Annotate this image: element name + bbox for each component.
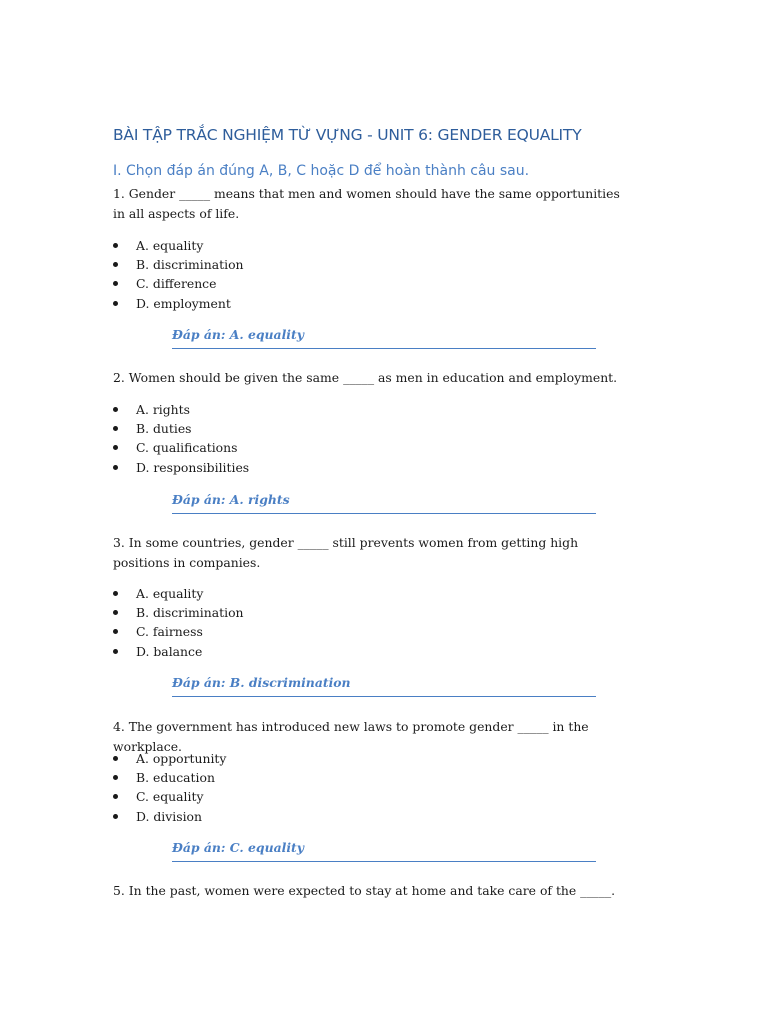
bullet-icon — [113, 629, 118, 634]
bullet-icon — [113, 445, 118, 450]
document-title: BÀI TẬP TRẮC NGHIỆM TỪ VỰNG - UNIT 6: GENDER EQUALITY — [113, 126, 582, 144]
option-1b: B. discrimination — [113, 255, 244, 274]
option-1c: C. difference — [113, 274, 244, 293]
option-4d: D. division — [113, 807, 226, 826]
bullet-icon — [113, 649, 118, 654]
answer-4: Đáp án: C. equality — [172, 839, 596, 862]
option-2b: B. duties — [113, 419, 249, 438]
question-2: 2. Women should be given the same _____ as men in education and employment. — [113, 370, 618, 385]
bullet-icon — [113, 262, 118, 267]
option-3b: B. discrimination — [113, 603, 244, 622]
answer-3: Đáp án: B. discrimination — [172, 674, 596, 697]
option-3a: A. equality — [113, 584, 244, 603]
option-3c: C. fairness — [113, 622, 244, 641]
question-5: 5. In the past, women were expected to stay at home and take care of the _____. — [113, 883, 616, 898]
options-list-2 — [113, 400, 249, 477]
bullet-icon — [113, 243, 118, 248]
question-1: 1. Gender _____ means that men and women should have the same opportunities in all aspects of life. — [113, 186, 620, 221]
bullet-icon — [113, 591, 118, 596]
answer-2: Đáp án: A. rights — [172, 491, 596, 514]
bullet-icon — [113, 281, 118, 286]
option-1d: D. employment — [113, 294, 244, 313]
bullet-icon — [113, 814, 118, 819]
section-heading: I. Chọn đáp án đúng A, B, C hoặc D để hoàn thành câu sau. — [113, 163, 530, 179]
option-3d: D. balance — [113, 642, 244, 661]
option-4a: A. opportunity — [113, 749, 226, 768]
bullet-icon — [113, 610, 118, 615]
option-4c: C. equality — [113, 787, 226, 806]
option-1a: A. equality — [113, 236, 244, 255]
answer-1: Đáp án: A. equality — [172, 326, 596, 349]
bullet-icon — [113, 794, 118, 799]
bullet-icon — [113, 426, 118, 431]
option-2a: A. rights — [113, 400, 249, 419]
options-list-4 — [113, 749, 226, 826]
option-4b: B. education — [113, 768, 226, 787]
bullet-icon — [113, 756, 118, 761]
option-2c: C. qualifications — [113, 438, 249, 457]
options-list-3 — [113, 584, 244, 661]
option-2d: D. responsibilities — [113, 458, 249, 477]
bullet-icon — [113, 407, 118, 412]
options-list-1 — [113, 236, 244, 313]
bullet-icon — [113, 775, 118, 780]
question-3: 3. In some countries, gender _____ still prevents women from getting high positions in companies. — [113, 535, 579, 570]
question-4: 4. The government has introduced new laws to promote gender _____ in the workplace. — [113, 719, 589, 754]
bullet-icon — [113, 465, 118, 470]
bullet-icon — [113, 301, 118, 306]
